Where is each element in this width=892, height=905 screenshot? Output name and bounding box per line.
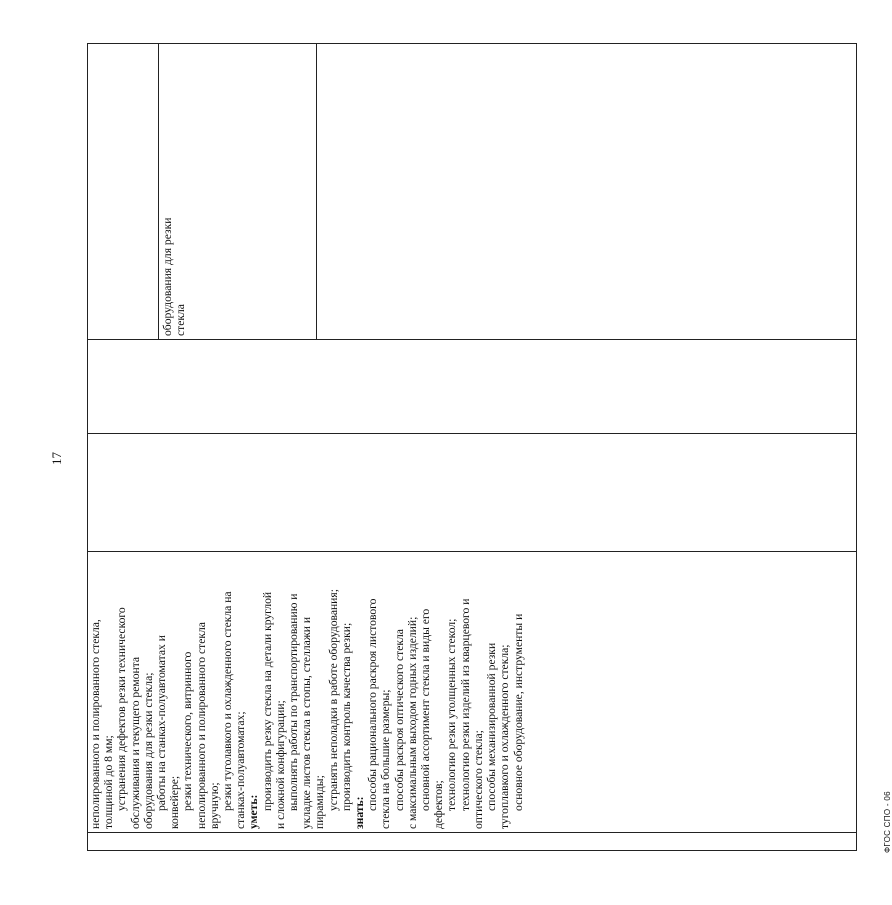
text-line: неполированного и полированного стекла, bbox=[89, 619, 102, 829]
row-divider bbox=[316, 44, 317, 340]
text-line: технологию резки утолщенных стекол; bbox=[445, 618, 459, 811]
text-line: производить контроль качества резки; bbox=[339, 622, 353, 811]
text-line: конвейере; bbox=[168, 775, 182, 829]
text-line: способы механизированной резки bbox=[485, 642, 499, 811]
text-line: способы рационального раскроя листового bbox=[366, 598, 380, 811]
text-line: способы раскроя оптического стекла bbox=[392, 629, 406, 811]
content-table bbox=[87, 43, 857, 851]
text-line: укладке листов стекла в стопы, стеллажи и bbox=[300, 616, 314, 829]
footer-code: ФГОС СПО - 06 bbox=[883, 791, 892, 853]
text-line: технологию резки изделий из кварцевого и bbox=[458, 598, 472, 811]
text-line: неполированного и полированного стекла bbox=[194, 622, 208, 829]
text-line: работы на станках-полуавтоматах и bbox=[155, 635, 169, 811]
text-line: дефектов; bbox=[432, 780, 446, 829]
text-line: пирамиды; bbox=[313, 775, 327, 829]
section-heading: знать: bbox=[353, 796, 367, 829]
section-heading: уметь: bbox=[247, 794, 261, 829]
equipment-cell: оборудования для резки стекла bbox=[161, 217, 188, 336]
text-line: устранения дефектов резки технического bbox=[115, 607, 129, 811]
text-line: толщиной до 8 мм; bbox=[102, 735, 116, 829]
text-line: тугоплавкого и охлажденного стекла; bbox=[498, 644, 512, 829]
text-line: выполнять работы по транспортированию и bbox=[287, 593, 301, 811]
text-line: обслуживания и текущего ремонта bbox=[128, 656, 142, 829]
text-line: вручную; bbox=[207, 782, 221, 829]
rotated-page bbox=[49, 43, 892, 853]
text-line: стекла на большие размеры; bbox=[379, 689, 393, 829]
text-line: и сложной конфигурации; bbox=[273, 700, 287, 829]
text-line: резки технического, витринного bbox=[181, 651, 195, 811]
empty-cell bbox=[88, 434, 858, 551]
text-line: резки туголавкого и охлажденного стекла на bbox=[221, 591, 235, 811]
text-line: станках-полуавтоматах; bbox=[234, 711, 248, 829]
page-number: 17 bbox=[49, 452, 64, 465]
index-cell bbox=[88, 833, 858, 850]
text-line: основной ассортимент стекла и виды его bbox=[419, 608, 433, 811]
text-line: основное оборудование, инструменты и bbox=[511, 613, 525, 811]
text-line: с максимальным выходом годных изделий; bbox=[405, 616, 419, 829]
skills-knowledge-cell bbox=[88, 552, 858, 832]
text-line: оптического стекла; bbox=[471, 730, 485, 829]
empty-cell bbox=[88, 340, 858, 433]
text-line: устранять неполадки в работе оборудования; bbox=[326, 589, 340, 811]
text-line: производить резку стекла на детали круглой bbox=[260, 591, 274, 811]
text-line: оборудования для резки стекла; bbox=[141, 672, 155, 829]
